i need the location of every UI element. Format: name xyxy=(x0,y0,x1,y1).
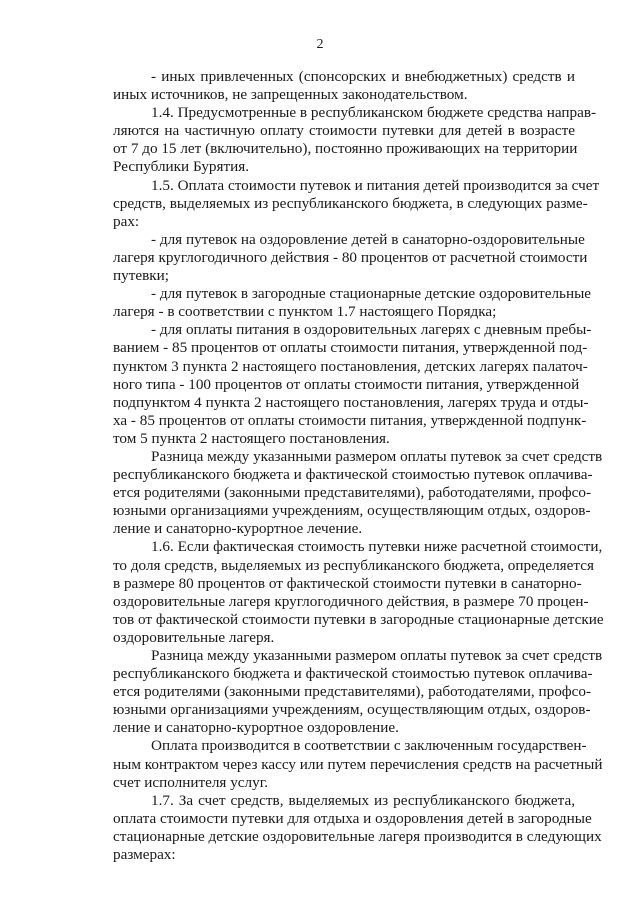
text-line: пунктом 3 пункта 2 настоящего постановления, детских лагерях палаточ- xyxy=(113,357,588,375)
text-line: том 5 пункта 2 настоящего постановления. xyxy=(113,429,390,447)
paragraph-2 xyxy=(113,104,597,176)
text-line: республиканского бюджета и фактической стоимостью путевок оплачива- xyxy=(113,665,593,683)
paragraph-10 xyxy=(113,737,603,791)
text-line: ление и санаторно-курортное лечение. xyxy=(113,520,363,538)
text-line: 1.6. Если фактическая стоимость путевки ниже расчетной стоимости, xyxy=(151,538,603,556)
text-line: Оплата производится в соответствии с заключенным государствен- xyxy=(151,737,587,755)
text-line: 1.7. За счет средств, выделяемых из республиканского бюджета, xyxy=(151,791,575,809)
paragraph-7 xyxy=(113,447,603,538)
text-line: подпунктом 4 пункта 2 настоящего постановления, лагерях труда и отды- xyxy=(113,393,589,411)
paragraph-3 xyxy=(113,176,600,231)
text-line: оздоровительные лагеря. xyxy=(113,628,275,646)
text-line: оздоровительные лагеря круглогодичного действия, в размере 70 процен- xyxy=(113,592,589,610)
text-line: ным контрактом через кассу или путем перечисления средств на расчетный xyxy=(113,755,603,773)
text-line: оплата стоимости путевки для отдыха и оздоровления детей в загородные xyxy=(113,809,592,827)
text-line: ванием - 85 процентов от оплаты стоимости питания, утвержденной под- xyxy=(113,339,588,357)
page-number: 2 xyxy=(316,37,324,52)
text-line: тов от фактической стоимости путевки в загородные стационарные детские xyxy=(113,610,604,628)
text-line: стационарные детские оздоровительные лагеря производится в следующих xyxy=(113,827,602,845)
text-line: - для оплаты питания в оздоровительных лагерях с дневным пребы- xyxy=(151,321,592,339)
text-line: - иных привлеченных (спонсорских и внебюджетных) средств и xyxy=(151,68,575,85)
text-line: юзными организациями учреждениям, осуществляющим отдых, оздоров- xyxy=(113,502,591,520)
text-line: иных источников, не запрещенных законодательством. xyxy=(113,86,468,104)
text-line: ного типа - 100 процентов от оплаты стоимости питания, утвержденной xyxy=(113,375,580,393)
text-line: юзными организациями учреждениям, осуществляющим отдых, оздоров- xyxy=(113,701,591,719)
text-line: размерах: xyxy=(113,846,176,864)
paragraph-8 xyxy=(113,538,604,647)
text-line: в размере 80 процентов от фактической стоимости путевки в санаторно- xyxy=(113,574,582,592)
text-line: от 7 до 15 лет (включительно), постоянно проживающих на территории xyxy=(113,140,578,158)
text-line: ление и санаторно-курортное оздоровление. xyxy=(113,719,399,737)
text-line: ха - 85 процентов от оплаты стоимости питания, утвержденной подпунк- xyxy=(113,411,587,429)
text-line: ется родителями (законными представителями), работодателями, профсо- xyxy=(113,683,592,701)
paragraph-5 xyxy=(113,285,592,321)
text-line: ляются на частичную оплату стоимости путевки для детей в возрасте xyxy=(113,122,575,140)
paragraph-9 xyxy=(113,647,603,737)
text-line: счет исполнителя услуг. xyxy=(113,773,269,791)
text-line: Разница между указанными размером оплаты путевок за счет средств xyxy=(151,647,603,664)
text-line: то доля средств, выделяемых из республиканского бюджета, определяется xyxy=(113,556,594,574)
text-line: 1.4. Предусмотренные в республиканском бюджете средства направ- xyxy=(151,104,597,122)
text-line: рах: xyxy=(113,212,140,230)
paragraph-1 xyxy=(113,68,575,104)
text-line: лагеря - в соответствии с пунктом 1.7 настоящего Порядка; xyxy=(113,303,497,321)
text-line: Республики Бурятия. xyxy=(113,158,250,176)
text-line: средств, выделяемых из республиканского бюджета, в следующих разме- xyxy=(113,194,588,212)
paragraph-11 xyxy=(113,791,602,864)
text-line: 1.5. Оплата стоимости путевок и питания детей производится за счет xyxy=(151,176,600,194)
text-line: путевки; xyxy=(113,267,169,285)
document-body xyxy=(113,68,604,864)
text-line: Разница между указанными размером оплаты путевок за счет средств xyxy=(151,447,603,465)
text-line: - для путевок на оздоровление детей в санаторно-оздоровительные xyxy=(151,230,585,248)
text-line: лагеря круглогодичного действия - 80 процентов от расчетной стоимости xyxy=(113,248,588,266)
paragraph-4 xyxy=(113,230,588,285)
text-line: ется родителями (законными представителями), работодателями, профсо- xyxy=(113,484,592,502)
paragraph-6 xyxy=(113,321,592,448)
text-line: - для путевок в загородные стационарные детские оздоровительные xyxy=(151,285,592,303)
text-line: республиканского бюджета и фактической стоимостью путевок оплачива- xyxy=(113,466,593,484)
